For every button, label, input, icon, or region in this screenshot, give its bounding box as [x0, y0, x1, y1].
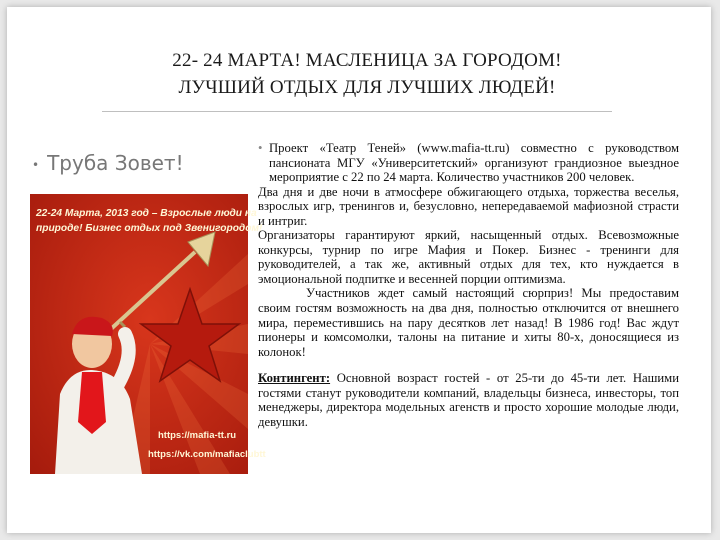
contingent-label: Контингент:	[258, 371, 331, 386]
poster-url-2: https://vk.com/mafiaclubtt	[148, 449, 266, 460]
poster-headline-2: природе! Бизнес отдых под Звенигородом!	[36, 223, 263, 234]
bullet-dot-icon: •	[32, 157, 40, 172]
poster-url-1: https://mafia-tt.ru	[158, 430, 237, 441]
body-text	[258, 141, 679, 429]
body-paragraph-1-text: Проект «Театр Теней» (www.mafia-tt.ru) совместно с руководством пансионата МГУ «Университетский» организуют грандиозное выездное мероприятие с 22 по 24 марта. Количество участников 200 человек.	[269, 141, 679, 185]
event-poster	[30, 194, 266, 474]
pioneer-bugler-illustration	[30, 194, 266, 474]
body-paragraph-5	[258, 371, 679, 429]
title-divider	[102, 111, 612, 112]
body-paragraph-4: Участников ждет самый настоящий сюрприз! Мы предоставим своим гостям возможность на два дня, полностью отключится от внешнего мира, переместившись на пару десятков лет назад! В 1986 год! Вас ждут пионеры и комсомолки, талоны на питание и хиты 80-х, доносящиеся из колонок!	[258, 286, 679, 359]
left-bullet-text: Труба Зовет!	[47, 151, 184, 175]
title-line-1: 22- 24 МАРТА! МАСЛЕНИЦА ЗА ГОРОДОМ!	[172, 50, 562, 71]
left-bullet	[32, 151, 184, 175]
poster-headline-1: 22-24 Марта, 2013 год – Взрослые люди на	[36, 208, 257, 219]
body-paragraph-3: Организаторы гарантируют яркий, насыщенный отдых. Всевозможные конкурсы, турнир по игре Мафия и Покер. Бизнес - тренинги для руководителей, а так же, активный отдых для тех, кто нуждается в эмоциональной подпитке и весенней порции оптимизма.	[258, 228, 679, 286]
body-paragraph-1	[258, 141, 679, 185]
slide	[7, 7, 711, 533]
body-paragraph-2: Два дня и две ночи в атмосфере обжигающего отдыха, торжества веселья, взрослых игр, тренингов и, безусловно, непередаваемой мафиозной страсти и интриг.	[258, 184, 679, 228]
title-line-2: ЛУЧШИЙ ОТДЫХ ДЛЯ ЛУЧШИХ ЛЮДЕЙ!	[178, 77, 556, 98]
contingent-text: Основной возраст гостей - от 25-ти до 45-ти лет. Нашими гостями станут руководители компаний, владельцы бизнеса, инвесторы, топ менеджеры, директора модельных агенств и просто хорошие молодые люди, девушки.	[258, 371, 679, 429]
slide-title	[67, 47, 667, 101]
bullet-dot-icon: •	[258, 141, 263, 155]
